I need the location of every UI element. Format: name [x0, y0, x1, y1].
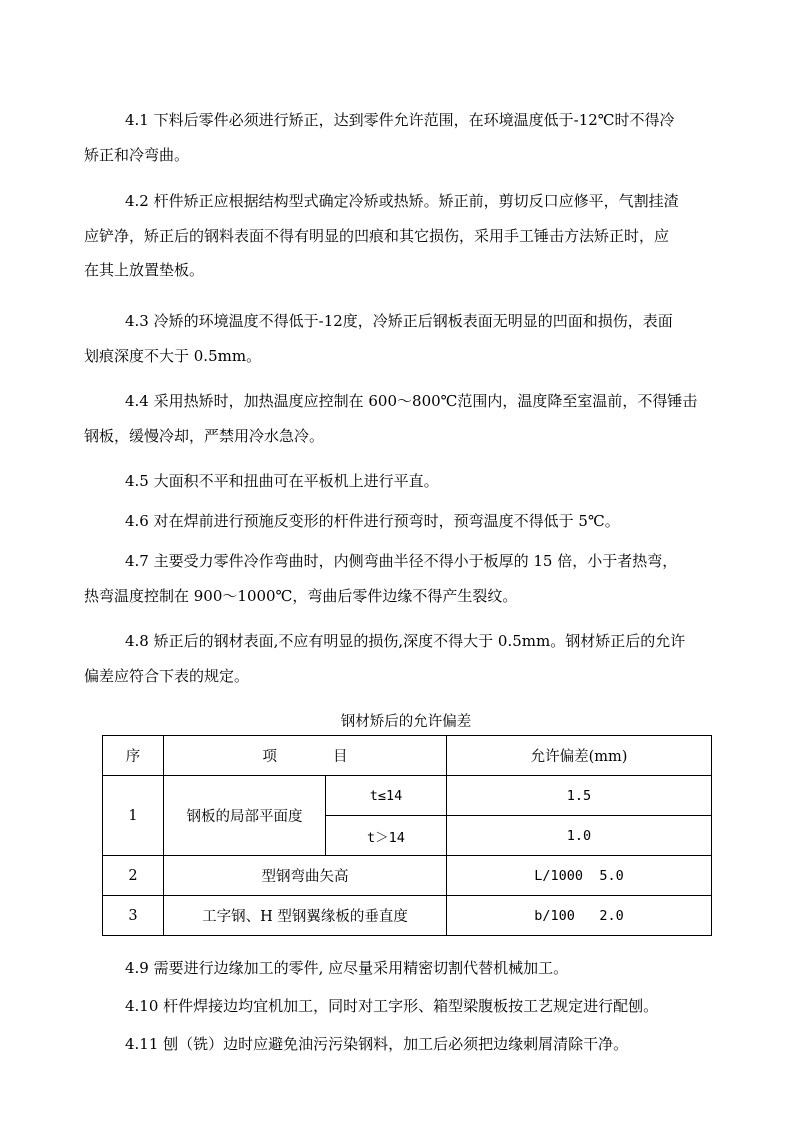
paragraph-line: 钢板，缓慢冷却，严禁用冷水急冷。 [84, 426, 325, 445]
paragraph-4-7 [84, 544, 714, 613]
table-row [103, 896, 712, 936]
paragraph-line: 应铲净，矫正后的钢料表面不得有明显的凹痕和其它损伤，采用手工锤击方法矫正时，应 [84, 226, 670, 245]
paragraph-line: 4.4 采用热矫时，加热温度应控制在 600～800℃范围内，温度降至室温前，不得锤击 [125, 392, 698, 410]
header-tolerance: 允许偏差(mm) [447, 736, 712, 776]
row-value [447, 896, 712, 936]
paragraph-4-3 [84, 304, 714, 373]
row-value: 1.0 [447, 816, 712, 856]
header-item-a: 项 [262, 749, 277, 765]
tolerance-table [102, 735, 712, 936]
paragraph-4-11 [84, 1027, 714, 1062]
table-row [103, 856, 712, 896]
row-condition: t＞14 [326, 816, 447, 856]
paragraph-line: 热弯温度控制在 900～1000℃，弯曲后零件边缘不得产生裂纹。 [84, 586, 518, 605]
paragraph-line: 在其上放置垫板。 [84, 261, 205, 279]
paragraph-4-9 [84, 951, 714, 986]
paragraph-line: 4.8 矫正后的钢材表面,不应有明显的损伤,深度不得大于 0.5mm。钢材矫正后的允许 [125, 632, 686, 650]
table-row [103, 776, 712, 816]
row-seq: 2 [103, 856, 164, 896]
row-item: 工字钢、H 型钢翼缘板的垂直度 [164, 896, 447, 936]
paragraph-line: 4.5 大面积不平和扭曲可在平板机上进行平直。 [125, 472, 439, 490]
row-value [447, 856, 712, 896]
paragraph-4-6 [84, 504, 714, 539]
paragraph-4-2 [84, 184, 714, 288]
row-value-b: 2.0 [599, 907, 624, 924]
table-header-row [103, 736, 712, 776]
row-item: 钢板的局部平面度 [164, 776, 326, 856]
header-seq: 序 [103, 736, 164, 776]
header-item-b: 目 [333, 749, 348, 765]
row-value-a: b/100 [534, 907, 575, 924]
paragraph-line: 4.9 需要进行边缘加工的零件, 应尽量采用精密切割代替机械加工。 [125, 959, 569, 977]
row-condition: t≤14 [326, 776, 447, 816]
paragraph-line: 4.11 刨（铣）边时应避免油污污染钢料，加工后必须把边缘刺屑清除干净。 [125, 1035, 629, 1053]
paragraph-line: 偏差应符合下表的规定。 [84, 666, 250, 685]
row-seq: 3 [103, 896, 164, 936]
header-item [164, 736, 447, 776]
row-value-a: L/1000 [534, 867, 584, 884]
paragraph-4-5 [84, 464, 714, 499]
paragraph-4-10 [84, 989, 714, 1024]
paragraph-line: 4.7 主要受力零件冷作弯曲时，内侧弯曲半径不得小于板厚的 15 倍，小于者热弯， [125, 552, 678, 570]
paragraph-line: 4.3 冷矫的环境温度不得低于-12度，冷矫正后钢板表面无明显的凹面和损伤，表面 [125, 312, 673, 330]
row-item: 型钢弯曲矢高 [164, 856, 447, 896]
paragraph-line: 4.10 杆件焊接边均宜机加工，同时对工字形、箱型梁腹板按工艺规定进行配刨。 [125, 997, 659, 1015]
table-caption: 钢材矫后的允许偏差 [340, 714, 472, 730]
paragraph-line: 4.6 对在焊前进行预施反变形的杆件进行预弯时，预弯温度不得低于 5℃。 [125, 512, 620, 530]
paragraph-line: 划痕深度不大于 0.5mm。 [84, 346, 262, 365]
paragraph-4-8 [84, 624, 714, 693]
row-value-b: 5.0 [599, 867, 624, 884]
paragraph-line: 4.1 下料后零件必须进行矫正，达到零件允许范围，在环境温度低于-12℃时不得冷 [125, 111, 675, 129]
paragraph-line: 矫正和冷弯曲。 [84, 145, 190, 164]
paragraph-4-4 [84, 384, 714, 453]
paragraph-4-1 [84, 103, 714, 172]
row-seq: 1 [103, 776, 164, 856]
row-value: 1.5 [447, 776, 712, 816]
paragraph-line: 4.2 杆件矫正应根据结构型式确定冷矫或热矫。矫正前，剪切反口应修平，气割挂渣 [125, 192, 679, 210]
